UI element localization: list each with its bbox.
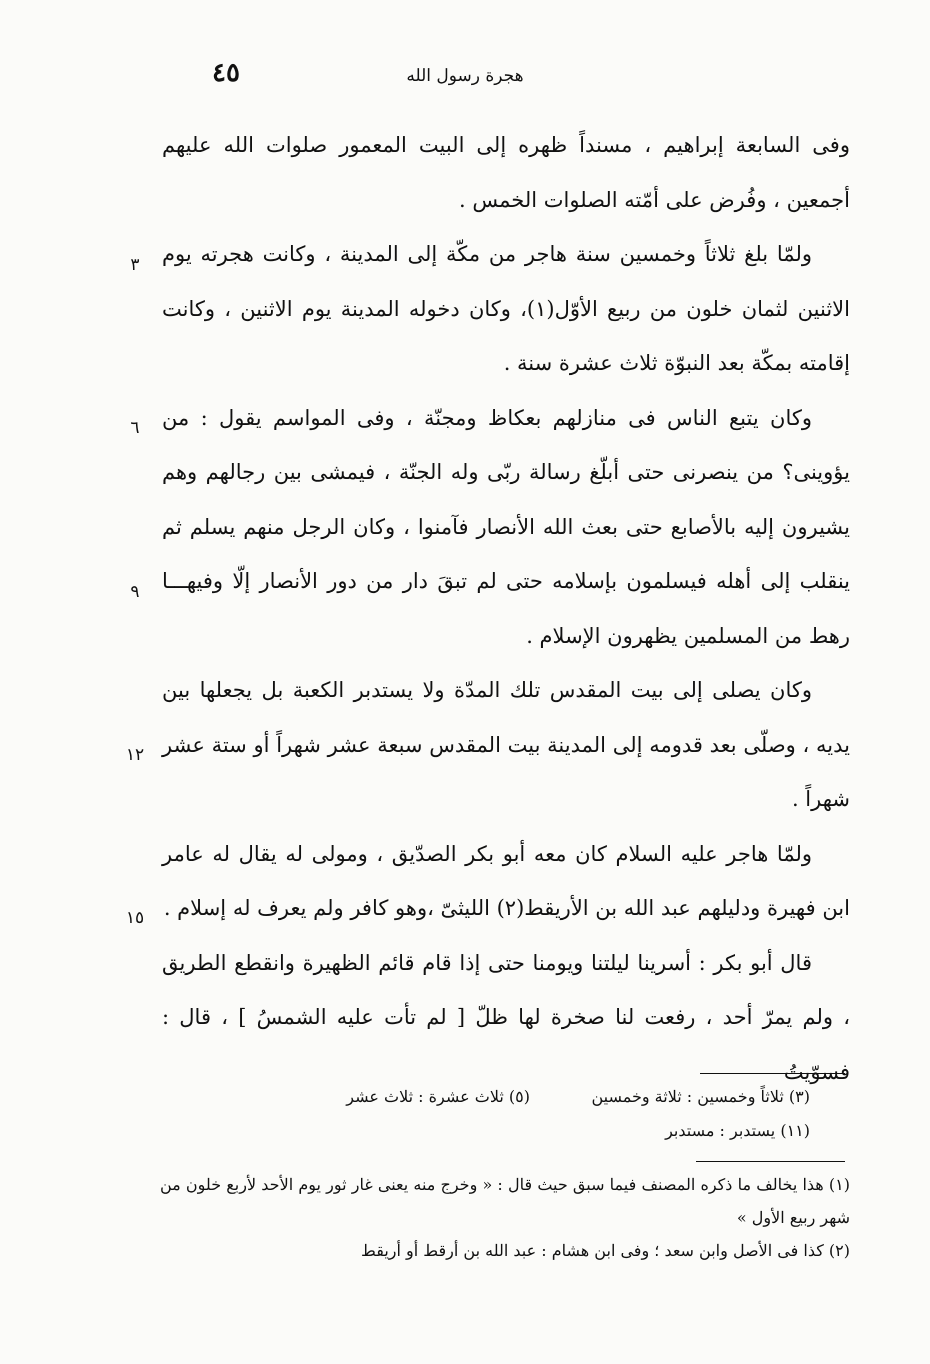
divider-rule — [696, 1161, 845, 1162]
line-number: ١٥ — [125, 908, 145, 928]
line-number: ٩ — [130, 582, 140, 602]
main-text — [162, 118, 850, 1099]
page-number: ٤٥ — [212, 58, 240, 88]
variant-reading: (١١) يستدبر : مستدبر — [665, 1121, 810, 1140]
footnotes — [160, 1168, 850, 1267]
variant-readings — [170, 1080, 810, 1148]
divider-rule — [700, 1073, 845, 1074]
paragraph: ولمّا بلغ ثلاثاً وخمسين سنة هاجر من مكّة إلى المدينة ، وكانت هجرته يوم الاثنين لثمان خلون من ربيع الأوّل(١)، وكان دخوله المدينة يوم الاثنين ، وكانت إقامته بمكّة بعد النبوّة ثلاث عشرة سنة . — [162, 242, 850, 375]
paragraph: ولمّا هاجر عليه السلام كان معه أبو بكر الصدّيق ، ومولى له يقال له عامر ابن فهيرة ودليلهم عبد الله بن الأريقط(٢) الليثىّ ،وهو كافر ولم يعرف له إسلام . — [162, 841, 850, 920]
line-number: ١٢ — [125, 745, 145, 765]
variant-reading: (٣) ثلاثاً وخمسين : ثلاثة وخمسين — [591, 1087, 810, 1106]
line-number: ٦ — [130, 418, 140, 438]
paragraph: وكان يصلى إلى بيت المقدس تلك المدّة ولا يستدبر الكعبة بل يجعلها بين يديه ، وصلّى بعد قدومه إلى المدينة بيت المقدس سبعة عشر شهراً أو ستة عشر شهراً . — [162, 678, 850, 811]
variant-reading: (٥) ثلاث عشرة : ثلاث عشر — [346, 1087, 530, 1106]
paragraph: وفى السابعة إبراهيم ، مسنداً ظهره إلى البيت المعمور صلوات الله عليهم أجمعين ، وفُرض على أمّته الصلوات الخمس . — [162, 133, 850, 212]
paragraph: وكان يتبع الناس فى منازلهم بعكاظ ومجنّة ، وفى المواسم يقول : من يؤوينى؟ من ينصرنى حتى أبلّغ رسالة ربّى وله الجنّة ، فيمشى بين رجالهم وهم يشيرون إليه بالأصابع حتى بعث الله الأنصار فآمنوا ، وكان الرجل منهم يسلم ثم ينقلب إلى أهله فيسلمون بإسلامه حتى لم تبقَ دار من دور الأنصار إلّا وفيهـــا رهط من المسلمين يظهرون الإسلام . — [162, 405, 850, 648]
line-number: ٣ — [130, 255, 140, 275]
paragraph: قال أبو بكر : أسرينا ليلتنا ويومنا حتى إذا قام قائم الظهيرة وانقطع الطريق ، ولم يمرّ أحد ، رفعت لنا صخرة لها ظلّ [ لم تأت عليه الشمسُ ] ، قال : فسوّيتُ — [162, 950, 850, 1084]
footnote: (٢) كذا فى الأصل وابن سعد ؛ وفى ابن هشام : عبد الله بن أرقط أو أريقط — [361, 1241, 850, 1260]
footnote: (١) هذا يخالف ما ذكره المصنف فيما سبق حيث قال : « وخرج منه يعنى غار ثور يوم الأحد لأربع خلون من شهر ربيع الأول » — [160, 1175, 850, 1227]
running-header: هجرة رسول الله — [406, 66, 524, 86]
